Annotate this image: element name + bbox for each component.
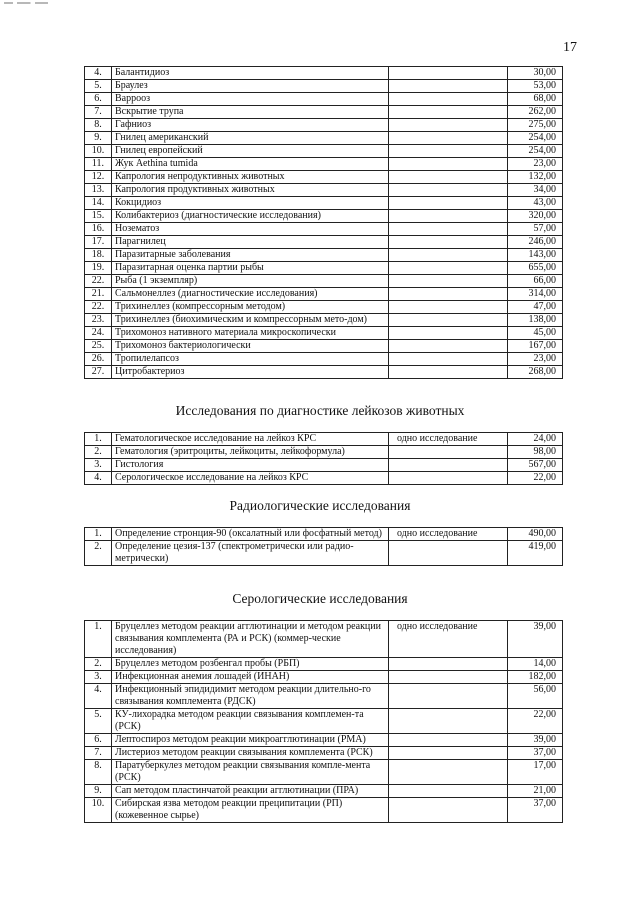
table-row xyxy=(85,145,563,158)
table-row xyxy=(85,236,563,249)
table-row xyxy=(85,446,563,459)
unit-cell xyxy=(389,236,508,249)
price-cell: 246,00 xyxy=(508,236,563,249)
table-row xyxy=(85,171,563,184)
unit-cell xyxy=(389,93,508,106)
unit-cell xyxy=(389,288,508,301)
price-cell: 655,00 xyxy=(508,262,563,275)
unit-cell xyxy=(389,340,508,353)
price-cell: 24,00 xyxy=(508,433,563,446)
row-number: 6. xyxy=(85,93,112,106)
table-row xyxy=(85,275,563,288)
table-row xyxy=(85,459,563,472)
table-row xyxy=(85,798,563,823)
table-row xyxy=(85,734,563,747)
table-row xyxy=(85,747,563,760)
page-number: 17 xyxy=(563,40,577,55)
unit-cell xyxy=(389,184,508,197)
service-name: Трихинеллез (компрессорным методом) xyxy=(112,301,389,314)
table-row xyxy=(85,528,563,541)
unit-cell xyxy=(389,67,508,80)
section-title-leukosis: Исследования по диагностике лейкозов животных xyxy=(175,403,465,418)
unit-cell xyxy=(389,262,508,275)
price-cell: 30,00 xyxy=(508,67,563,80)
service-name: Нозематоз xyxy=(112,223,389,236)
table-row xyxy=(85,621,563,658)
price-cell: 419,00 xyxy=(508,541,563,566)
table-row xyxy=(85,210,563,223)
service-name: Гнилец европейский xyxy=(112,145,389,158)
price-cell: 23,00 xyxy=(508,353,563,366)
row-number: 8. xyxy=(85,119,112,132)
price-cell: 34,00 xyxy=(508,184,563,197)
unit-cell xyxy=(389,541,508,566)
service-name: Браулез xyxy=(112,80,389,93)
service-name: Листериоз методом реакции связывания комплемента (РСК) xyxy=(112,747,389,760)
service-name: Тропилелапсоз xyxy=(112,353,389,366)
unit-cell xyxy=(389,353,508,366)
price-table-radiology xyxy=(84,527,563,566)
row-number: 3. xyxy=(85,671,112,684)
service-name: Капрология продуктивных животных xyxy=(112,184,389,197)
price-cell: 567,00 xyxy=(508,459,563,472)
row-number: 2. xyxy=(85,658,112,671)
unit-cell xyxy=(389,249,508,262)
price-cell: 43,00 xyxy=(508,197,563,210)
table-row xyxy=(85,158,563,171)
unit-cell xyxy=(389,158,508,171)
row-number: 1. xyxy=(85,433,112,446)
row-number: 8. xyxy=(85,760,112,785)
unit-cell xyxy=(389,132,508,145)
price-cell: 68,00 xyxy=(508,93,563,106)
price-cell: 262,00 xyxy=(508,106,563,119)
table-row xyxy=(85,353,563,366)
price-cell: 182,00 xyxy=(508,671,563,684)
row-number: 7. xyxy=(85,106,112,119)
price-cell: 98,00 xyxy=(508,446,563,459)
row-number: 5. xyxy=(85,80,112,93)
table-row xyxy=(85,262,563,275)
price-cell: 37,00 xyxy=(508,747,563,760)
service-name: Серологическое исследование на лейкоз КРС xyxy=(112,472,389,485)
table-row xyxy=(85,301,563,314)
service-name: Цитробактериоз xyxy=(112,366,389,379)
table-row xyxy=(85,658,563,671)
unit-cell xyxy=(389,684,508,709)
service-name: Паразитарная оценка партии рыбы xyxy=(112,262,389,275)
unit-cell xyxy=(389,798,508,823)
row-number: 6. xyxy=(85,734,112,747)
price-cell: 143,00 xyxy=(508,249,563,262)
price-cell: 167,00 xyxy=(508,340,563,353)
row-number: 23. xyxy=(85,314,112,327)
row-number: 16. xyxy=(85,223,112,236)
service-name: Бруцеллез методом розбенгал пробы (РБП) xyxy=(112,658,389,671)
price-cell: 53,00 xyxy=(508,80,563,93)
row-number: 25. xyxy=(85,340,112,353)
unit-cell xyxy=(389,275,508,288)
price-cell: 39,00 xyxy=(508,621,563,658)
price-cell: 37,00 xyxy=(508,798,563,823)
service-name: Сибирская язва методом реакции преципитации (РП) (кожевенное сырье) xyxy=(112,798,389,823)
row-number: 15. xyxy=(85,210,112,223)
table-row xyxy=(85,288,563,301)
table-row xyxy=(85,223,563,236)
price-table-serology xyxy=(84,620,563,823)
service-name: Балантидиоз xyxy=(112,67,389,80)
price-cell: 39,00 xyxy=(508,734,563,747)
service-name: Сап методом пластинчатой реакции агглютинации (ПРА) xyxy=(112,785,389,798)
table-row xyxy=(85,249,563,262)
price-cell: 66,00 xyxy=(508,275,563,288)
unit-cell xyxy=(389,301,508,314)
table-row xyxy=(85,684,563,709)
service-name: Колибактериоз (диагностические исследования) xyxy=(112,210,389,223)
service-name: Жук Aethina tumida xyxy=(112,158,389,171)
service-name: Гистология xyxy=(112,459,389,472)
table-row xyxy=(85,119,563,132)
row-number: 2. xyxy=(85,446,112,459)
price-cell: 268,00 xyxy=(508,366,563,379)
table-row xyxy=(85,106,563,119)
service-name: Инфекционная анемия лошадей (ИНАН) xyxy=(112,671,389,684)
service-name: Определение цезия-137 (спектрометрически или радио-метрически) xyxy=(112,541,389,566)
price-cell: 17,00 xyxy=(508,760,563,785)
table-row xyxy=(85,671,563,684)
price-cell: 254,00 xyxy=(508,145,563,158)
unit-cell xyxy=(389,106,508,119)
table-row xyxy=(85,366,563,379)
row-number: 4. xyxy=(85,472,112,485)
price-cell: 21,00 xyxy=(508,785,563,798)
unit-cell xyxy=(389,446,508,459)
unit-cell: одно исследование xyxy=(389,528,508,541)
service-name: Трихинеллез (биохимическим и компрессорным мето-дом) xyxy=(112,314,389,327)
table-row xyxy=(85,184,563,197)
unit-cell xyxy=(389,760,508,785)
unit-cell xyxy=(389,223,508,236)
row-number: 2. xyxy=(85,541,112,566)
service-name: Трихомоноз нативного материала микроскопически xyxy=(112,327,389,340)
row-number: 4. xyxy=(85,684,112,709)
price-cell: 45,00 xyxy=(508,327,563,340)
price-cell: 132,00 xyxy=(508,171,563,184)
section-title-serology: Серологические исследования xyxy=(232,591,408,606)
table-row xyxy=(85,327,563,340)
price-cell: 22,00 xyxy=(508,472,563,485)
table-row xyxy=(85,785,563,798)
row-number: 3. xyxy=(85,459,112,472)
price-cell: 56,00 xyxy=(508,684,563,709)
service-name: Гематологическое исследование на лейкоз КРС xyxy=(112,433,389,446)
unit-cell xyxy=(389,658,508,671)
table-row xyxy=(85,472,563,485)
price-cell: 57,00 xyxy=(508,223,563,236)
unit-cell xyxy=(389,171,508,184)
row-number: 10. xyxy=(85,798,112,823)
unit-cell xyxy=(389,709,508,734)
unit-cell xyxy=(389,119,508,132)
table-row xyxy=(85,197,563,210)
table-row xyxy=(85,541,563,566)
service-name: Гнилец американский xyxy=(112,132,389,145)
row-number: 18. xyxy=(85,249,112,262)
unit-cell xyxy=(389,314,508,327)
unit-cell xyxy=(389,459,508,472)
row-number: 1. xyxy=(85,528,112,541)
row-number: 24. xyxy=(85,327,112,340)
row-number: 27. xyxy=(85,366,112,379)
table-row xyxy=(85,80,563,93)
row-number: 22. xyxy=(85,301,112,314)
row-number: 14. xyxy=(85,197,112,210)
price-cell: 138,00 xyxy=(508,314,563,327)
service-name: Сальмонеллез (диагностические исследования) xyxy=(112,288,389,301)
row-number: 11. xyxy=(85,158,112,171)
unit-cell: одно исследование xyxy=(389,621,508,658)
service-name: Трихомоноз бактериологически xyxy=(112,340,389,353)
table-row xyxy=(85,93,563,106)
service-name: Бруцеллез методом реакции агглютинации и методом реакции связывания комплемента (РА и РСК) (коммер-ческие исследования) xyxy=(112,621,389,658)
unit-cell xyxy=(389,210,508,223)
row-number: 19. xyxy=(85,262,112,275)
price-cell: 14,00 xyxy=(508,658,563,671)
unit-cell xyxy=(389,472,508,485)
unit-cell xyxy=(389,747,508,760)
unit-cell xyxy=(389,327,508,340)
price-table-parasitology xyxy=(84,66,563,379)
service-name: Паратуберкулез методом реакции связывания компле-мента (РСК) xyxy=(112,760,389,785)
service-name: Лептоспироз методом реакции микроагглютинации (РМА) xyxy=(112,734,389,747)
price-cell: 23,00 xyxy=(508,158,563,171)
price-cell: 47,00 xyxy=(508,301,563,314)
row-number: 4. xyxy=(85,67,112,80)
table-row xyxy=(85,709,563,734)
service-name: Паразитарные заболевания xyxy=(112,249,389,262)
service-name: Варрооз xyxy=(112,93,389,106)
row-number: 9. xyxy=(85,132,112,145)
service-name: Вскрытие трупа xyxy=(112,106,389,119)
unit-cell xyxy=(389,197,508,210)
row-number: 26. xyxy=(85,353,112,366)
table-row xyxy=(85,340,563,353)
price-cell: 490,00 xyxy=(508,528,563,541)
unit-cell xyxy=(389,80,508,93)
unit-cell xyxy=(389,366,508,379)
unit-cell xyxy=(389,145,508,158)
price-table-leukosis xyxy=(84,432,563,485)
row-number: 22. xyxy=(85,275,112,288)
row-number: 1. xyxy=(85,621,112,658)
table-row xyxy=(85,132,563,145)
unit-cell xyxy=(389,671,508,684)
table-row xyxy=(85,433,563,446)
service-name: Гафниоз xyxy=(112,119,389,132)
service-name: Инфекционный эпидидимит методом реакции длительно-го связывания комплемента (РДСК) xyxy=(112,684,389,709)
service-name: Гематология (эритроциты, лейкоциты, лейкоформула) xyxy=(112,446,389,459)
row-number: 17. xyxy=(85,236,112,249)
unit-cell: одно исследование xyxy=(389,433,508,446)
row-number: 13. xyxy=(85,184,112,197)
service-name: Кокцидиоз xyxy=(112,197,389,210)
price-cell: 314,00 xyxy=(508,288,563,301)
service-name: Рыба (1 экземпляр) xyxy=(112,275,389,288)
row-number: 5. xyxy=(85,709,112,734)
unit-cell xyxy=(389,785,508,798)
row-number: 12. xyxy=(85,171,112,184)
price-cell: 22,00 xyxy=(508,709,563,734)
service-name: КУ-лихорадка методом реакции связывания комплемен-та (РСК) xyxy=(112,709,389,734)
row-number: 21. xyxy=(85,288,112,301)
table-row xyxy=(85,760,563,785)
row-number: 7. xyxy=(85,747,112,760)
price-cell: 275,00 xyxy=(508,119,563,132)
unit-cell xyxy=(389,734,508,747)
row-number: 9. xyxy=(85,785,112,798)
scan-artifact xyxy=(4,2,48,4)
table-row xyxy=(85,67,563,80)
price-cell: 254,00 xyxy=(508,132,563,145)
table-row xyxy=(85,314,563,327)
service-name: Определение стронция-90 (оксалатный или фосфатный метод) xyxy=(112,528,389,541)
service-name: Парагнилец xyxy=(112,236,389,249)
service-name: Капрология непродуктивных животных xyxy=(112,171,389,184)
section-title-radiology: Радиологические исследования xyxy=(229,498,411,513)
row-number: 10. xyxy=(85,145,112,158)
price-cell: 320,00 xyxy=(508,210,563,223)
